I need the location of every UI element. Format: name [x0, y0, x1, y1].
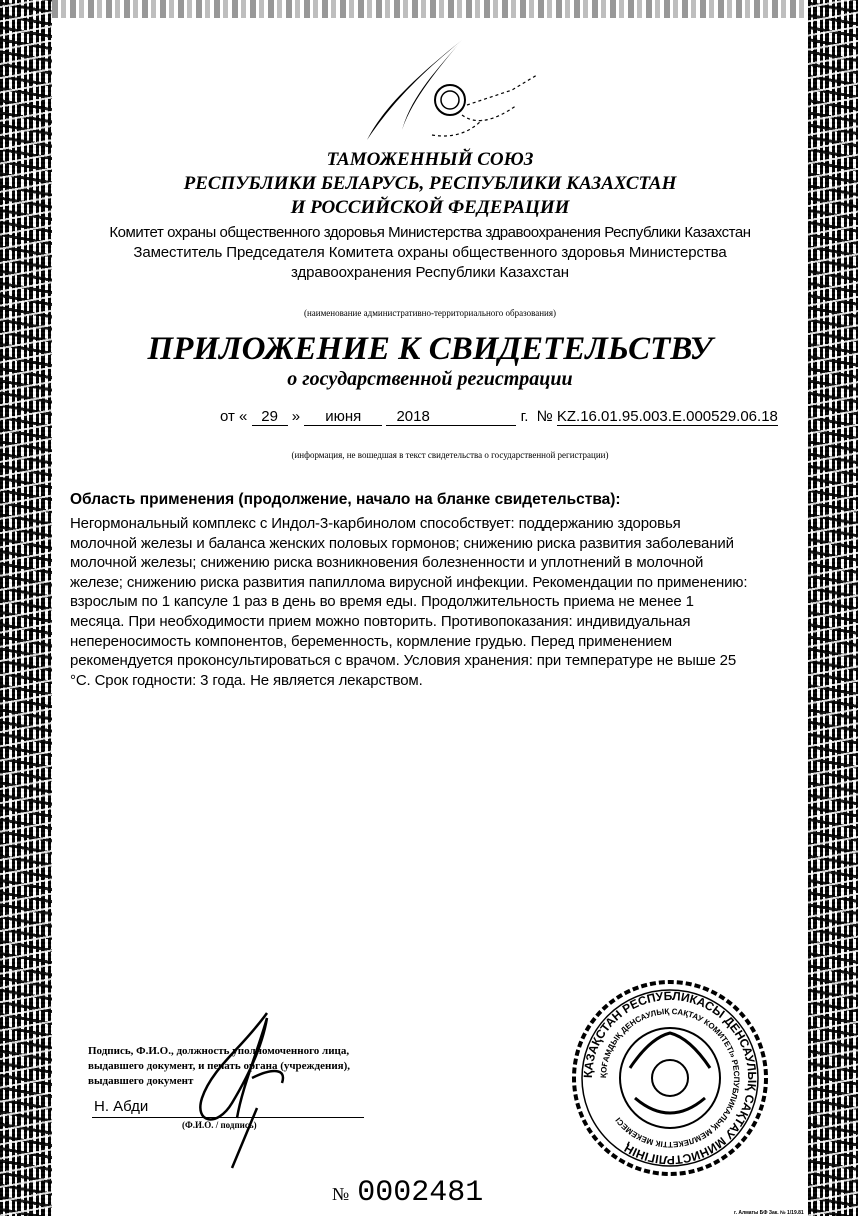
seal-outer-text: ҚАЗАҚСТАН РЕСПУБЛИКАСЫ ДЕНСАУЛЫҚ САҚТАУ МИНИСТРЛІГІНІҢ [580, 988, 760, 1168]
union-line-3: И РОССИЙСКОЙ ФЕДЕРАЦИИ [290, 197, 570, 218]
number-label: № [536, 408, 553, 425]
body-line: молочной железы; снижению риска возникновения болезненности и уплотнений в молочной [70, 554, 704, 572]
date-quote-close: » [291, 408, 301, 425]
issuing-authority [52, 223, 808, 283]
customs-union-logo-icon [342, 40, 542, 145]
registration-day: 29 [252, 408, 288, 426]
union-line-1: ТАМОЖЕННЫЙ СОЮЗ [326, 149, 534, 170]
signer-name: Н. Абди [94, 1098, 149, 1115]
body-line: рекомендуется проконсультироваться с врачом. Условия хранения: при температуре не выше 25 [70, 652, 737, 670]
body-line: молочной железы и баланса женских половых гормонов; снижению риска развития заболеваний [70, 534, 734, 552]
printer-mark: г. Алматы БФ Зак. № 1/19.81 [734, 1210, 804, 1216]
authority-line-2: Заместитель Председателя Комитета охраны общественного здоровья Министерства [133, 244, 727, 261]
decorative-border-left [0, 0, 52, 1216]
body-line: Негормональный комплекс с Индол-3-карбинолом способствует: поддержанию здоровья [70, 515, 681, 532]
section-title: Область применения (продолжение, начало на бланке свидетельства): [70, 491, 621, 508]
decorative-border-right [808, 0, 858, 1216]
serial-label: № [332, 1184, 350, 1204]
body-line: взрослым по 1 капсуле 1 раз в день во время еды. Продолжительность приема не менее 1 [70, 593, 694, 611]
signature-hint: (Ф.И.О. / подпись) [182, 1120, 257, 1130]
form-serial-number [332, 1176, 483, 1210]
body-line: непереносимость компонентов, беременность, кормление грудью. Перед применением [70, 632, 672, 650]
caption-line: Подпись, Ф.И.О., должность уполномоченного лица, [88, 1045, 350, 1057]
page-title: ПРИЛОЖЕНИЕ К СВИДЕТЕЛЬСТВУ [147, 331, 713, 367]
body-line: °С. Срок годности: 3 года. Не является лекарством. [70, 671, 423, 689]
scope-of-application-text [70, 514, 798, 690]
union-line-2: РЕСПУБЛИКИ БЕЛАРУСЬ, РЕСПУБЛИКИ КАЗАХСТАН [183, 173, 677, 194]
page-subtitle: о государственной регистрации [287, 368, 573, 390]
registration-hint: (информация, не вошедшая в текст свидетельства о государственной регистрации) [291, 450, 609, 460]
seal-inner-text: ҚОҒАМДЫҚ ДЕНСАУЛЫҚ САҚТАУ КОМИТЕТІ» РЕСПУБЛИКАЛЫҚ МЕМЛЕКЕТТІК МЕКЕМЕСІ [598, 1006, 742, 1150]
certificate-page [52, 18, 808, 1216]
body-line: месяца. При необходимости прием можно повторить. Противопоказания: индивидуальная [70, 612, 691, 630]
date-prefix: от « [220, 408, 248, 425]
admin-territorial-hint: (наименование административно-территориального образования) [303, 308, 556, 318]
registration-number: KZ.16.01.95.003.Е.000529.06.18 [556, 408, 778, 425]
official-seal-icon [570, 978, 770, 1178]
decorative-border-top [52, 0, 808, 18]
customs-union-heading [52, 148, 808, 220]
serial-value: 0002481 [357, 1176, 484, 1210]
registration-line [220, 408, 778, 426]
caption-line: выдавшего документ [88, 1075, 194, 1087]
authority-line-3: здравоохранения Республики Казахстан [291, 264, 569, 281]
handwritten-signature-icon [172, 1008, 292, 1178]
caption-line: выдавшего документ, и печать органа (учреждения), [88, 1060, 351, 1072]
authority-line-1: Комитет охраны общественного здоровья Министерства здравоохранения Республики Казахстан [109, 224, 751, 241]
body-line: железе; снижению риска развития папиллома вирусной инфекции. Рекомендации по применению: [70, 573, 748, 591]
registration-year: 2018 [386, 408, 516, 426]
year-suffix: г. [520, 408, 529, 425]
registration-month: июня [304, 408, 382, 426]
